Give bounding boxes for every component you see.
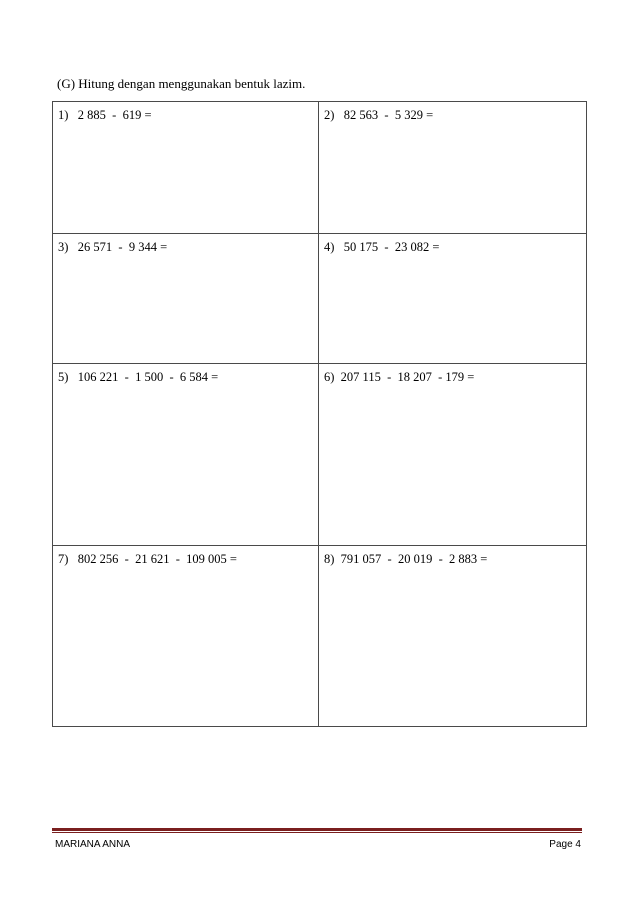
instruction-heading: (G) Hitung dengan menggunakan bentuk lazim. xyxy=(57,76,306,91)
footer-author: MARIANA ANNA xyxy=(55,839,131,850)
question-7: 7) 802 256 - 21 621 - 109 005 = xyxy=(58,552,237,566)
table-row xyxy=(53,546,587,727)
answer-box-7[interactable] xyxy=(53,546,319,727)
question-5: 5) 106 221 - 1 500 - 6 584 = xyxy=(58,370,219,384)
question-4: 4) 50 175 - 23 082 = xyxy=(324,240,440,254)
answer-box-3[interactable] xyxy=(53,234,319,364)
answer-box-4[interactable] xyxy=(319,234,587,364)
question-8: 8) 791 057 - 20 019 - 2 883 = xyxy=(324,552,488,566)
question-6: 6) 207 115 - 18 207 - 179 = xyxy=(324,370,475,384)
answer-box-1[interactable] xyxy=(53,102,319,234)
table-row xyxy=(53,102,587,234)
question-1: 1) 2 885 - 619 = xyxy=(58,108,152,122)
answer-box-5[interactable] xyxy=(53,364,319,546)
question-3: 3) 26 571 - 9 344 = xyxy=(58,240,168,254)
answer-box-8[interactable] xyxy=(319,546,587,727)
table-row xyxy=(53,364,587,546)
footer-page-number: Page 4 xyxy=(549,839,581,850)
worksheet-table xyxy=(52,101,587,727)
table-row xyxy=(53,234,587,364)
question-2: 2) 82 563 - 5 329 = xyxy=(324,108,434,122)
footer-divider-thin xyxy=(52,832,582,833)
answer-box-2[interactable] xyxy=(319,102,587,234)
answer-box-6[interactable] xyxy=(319,364,587,546)
footer-divider xyxy=(52,828,582,831)
